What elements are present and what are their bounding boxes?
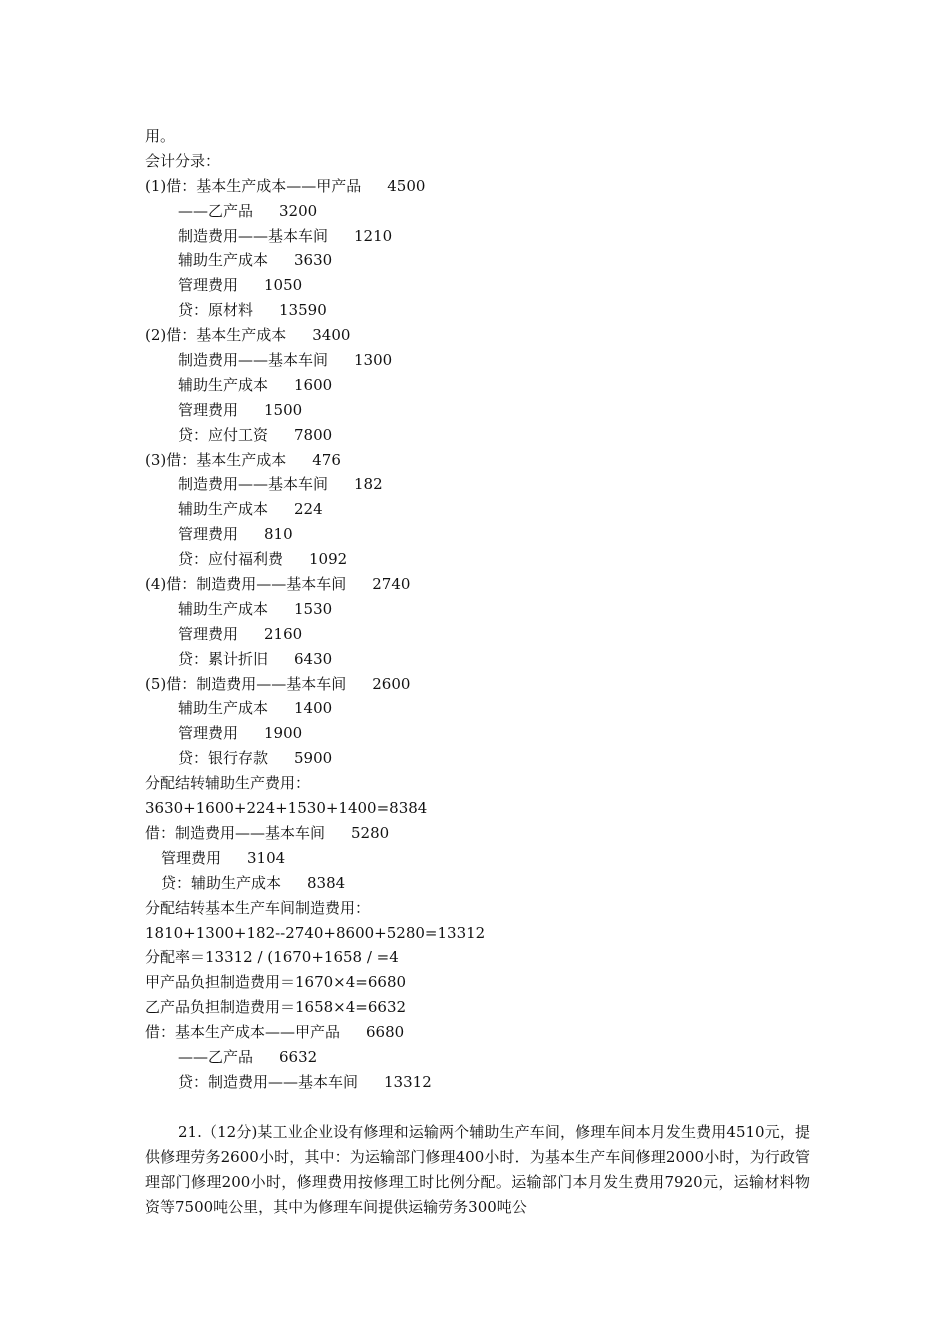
entry-line: [145, 721, 825, 746]
entry-line: [145, 547, 825, 572]
entry-amount: 1900: [264, 724, 303, 743]
entry-amount: 13312: [384, 1072, 432, 1091]
entry-amount: 3630: [294, 251, 333, 270]
entry-amount: 5900: [294, 749, 333, 768]
entry-text: (3)借：基本生产成本: [145, 450, 287, 469]
entry-amount: 2600: [372, 674, 411, 693]
entry-amount: 3200: [279, 201, 318, 220]
entry-text: 辅助生产成本: [178, 375, 269, 394]
entry-amount: 1400: [294, 699, 333, 718]
entry-amount: 13590: [279, 301, 327, 320]
entry-amount: 8384: [307, 873, 346, 892]
entry-amount: 6632: [279, 1047, 318, 1066]
entry-amount: 2160: [264, 624, 303, 643]
entry-text: 贷：原材料: [178, 301, 254, 320]
entry-amount: 3400: [312, 326, 351, 345]
entry-line: [145, 821, 825, 846]
entry-line: [145, 746, 825, 771]
entry-line: [145, 622, 825, 647]
entry-line: [145, 124, 825, 149]
entry-line: [145, 398, 825, 423]
entry-line: [145, 970, 825, 995]
entry-text: ——乙产品: [178, 201, 254, 220]
entry-amount: 1530: [294, 599, 333, 618]
entry-text: 甲产品负担制造费用＝1670×4=6680: [145, 973, 407, 992]
entry-line: [145, 199, 825, 224]
entry-amount: 7800: [294, 425, 333, 444]
entry-text: 贷：辅助生产成本: [161, 873, 282, 892]
entry-text: 贷：银行存款: [178, 749, 269, 768]
entry-amount: 4500: [387, 176, 426, 195]
accounting-entries: [145, 124, 825, 1095]
entry-line: [145, 921, 825, 946]
entry-line: [145, 796, 825, 821]
entry-text: 分配结转辅助生产费用：: [145, 774, 311, 793]
entry-text: (4)借：制造费用——基本车间: [145, 575, 347, 594]
entry-text: 制造费用——基本车间: [178, 226, 329, 245]
entry-line: [145, 522, 825, 547]
entry-text: 会计分录：: [145, 151, 221, 170]
entry-line: [145, 896, 825, 921]
entry-text: (1)借：基本生产成本——甲产品: [145, 176, 362, 195]
entry-text: 制造费用——基本车间: [178, 351, 329, 370]
entry-amount: 810: [264, 525, 293, 544]
entry-line: [145, 472, 825, 497]
entry-text: 管理费用: [178, 624, 239, 643]
entry-text: 辅助生产成本: [178, 251, 269, 270]
entry-line: [145, 1020, 825, 1045]
entry-text: 借：基本生产成本——甲产品: [145, 1023, 341, 1042]
entry-line: [145, 995, 825, 1020]
entry-text: 用。: [145, 127, 176, 145]
entry-line: [145, 696, 825, 721]
entry-line: [145, 597, 825, 622]
entry-text: 贷：累计折旧: [178, 649, 269, 668]
entry-line: [145, 647, 825, 672]
entry-line: [145, 871, 825, 896]
entry-text: 乙产品负担制造费用＝1658×4=6632: [145, 998, 407, 1017]
entry-line: [145, 149, 825, 174]
entry-text: 贷：应付福利费: [178, 550, 284, 569]
entry-text: (2)借：基本生产成本: [145, 326, 287, 345]
entry-line: [145, 771, 825, 796]
entry-amount: 2740: [372, 575, 411, 594]
entry-text: 3630+1600+224+1530+1400=8384: [145, 799, 428, 818]
paragraph-gap: [145, 1095, 825, 1120]
entry-text: (5)借：制造费用——基本车间: [145, 674, 347, 693]
entry-amount: 1210: [354, 226, 393, 245]
entry-text: 分配结转基本生产车间制造费用：: [145, 898, 371, 917]
entry-amount: 224: [294, 500, 323, 519]
entry-amount: 1300: [354, 351, 393, 370]
entry-amount: 1050: [264, 276, 303, 295]
entry-line: [145, 572, 825, 597]
entry-amount: 1092: [309, 550, 348, 569]
entry-text: 辅助生产成本: [178, 599, 269, 618]
entry-line: [145, 1045, 825, 1070]
entry-line: [145, 1070, 825, 1095]
entry-line: [145, 945, 825, 970]
entry-line: [145, 846, 825, 871]
entry-amount: 6430: [294, 649, 333, 668]
entry-line: [145, 672, 825, 697]
entry-amount: 5280: [351, 823, 390, 842]
entry-text: 1810+1300+182--2740+8600+5280=13312: [145, 923, 486, 942]
entry-text: 贷：应付工资: [178, 425, 269, 444]
entry-line: [145, 373, 825, 398]
entry-line: [145, 497, 825, 522]
entry-text: 管理费用: [178, 724, 239, 743]
entry-text: 辅助生产成本: [178, 699, 269, 718]
entry-amount: 3104: [247, 848, 286, 867]
entry-line: [145, 448, 825, 473]
entry-text: 分配率＝13312 / (1670+1658 / =4: [145, 948, 399, 967]
entry-amount: 182: [354, 475, 383, 494]
entry-amount: 1500: [264, 400, 303, 419]
entry-text: 借：制造费用——基本车间: [145, 823, 326, 842]
entry-line: [145, 348, 825, 373]
entry-text: 贷：制造费用——基本车间: [178, 1072, 359, 1091]
entry-line: [145, 323, 825, 348]
entry-line: [145, 248, 825, 273]
entry-text: 管理费用: [161, 848, 222, 867]
question-21-paragraph: 21.（12分)某工业企业设有修理和运输两个辅助生产车间，修理车间本月发生费用4510元，提供修理劳务2600小时，其中：为运输部门修理400小时．为基本生产车间修理2000小时，为行政管理部门修理200小时，修理费用按修理工时比例分配。运输部门本月发生费用7920元，运输材料物资等7500吨公里，其中为修理车间提供运输劳务300吨公: [145, 1122, 810, 1216]
entry-text: 管理费用: [178, 400, 239, 419]
entry-line: [145, 298, 825, 323]
entry-text: 管理费用: [178, 525, 239, 544]
entry-amount: 6680: [366, 1023, 405, 1042]
entry-text: ——乙产品: [178, 1047, 254, 1066]
entry-text: 辅助生产成本: [178, 500, 269, 519]
entry-line: [145, 273, 825, 298]
entry-line: [145, 174, 825, 199]
entry-line: [145, 224, 825, 249]
entry-text: 制造费用——基本车间: [178, 475, 329, 494]
document-page: [145, 124, 825, 1220]
entry-amount: 1600: [294, 375, 333, 394]
entry-amount: 476: [312, 450, 341, 469]
entry-text: 管理费用: [178, 276, 239, 295]
entry-line: [145, 423, 825, 448]
